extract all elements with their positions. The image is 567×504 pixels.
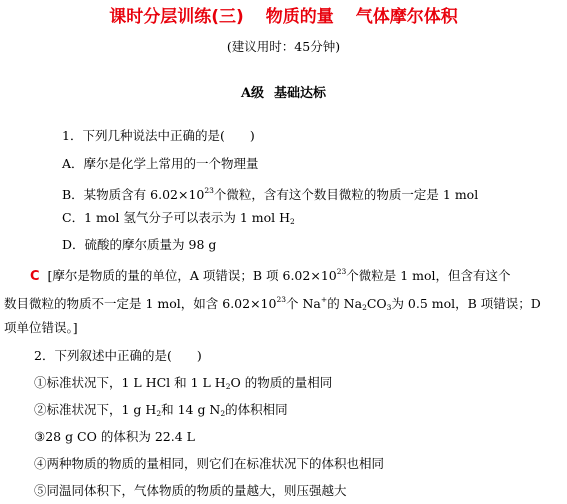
option-b-text-end: 个微粒，含有这个数目微粒的物质一定是 1 mol <box>213 187 479 202</box>
question-1-option-c <box>62 210 295 230</box>
title-part-topic1: 物质的量 <box>265 7 334 27</box>
statement-2-start: ②标准状况下，1 g H <box>34 402 157 417</box>
explanation-2-na2: 的 Na <box>327 296 363 311</box>
option-b-exponent: 23 <box>204 186 214 195</box>
explanation-2-charge: + <box>320 295 328 304</box>
statement-2-middle: 和 14 g N <box>161 402 221 417</box>
page-title <box>0 2 567 27</box>
question-1-option-b <box>62 183 478 203</box>
time-hint: (建议用时：45分钟) <box>226 39 341 54</box>
question-2-statement-1 <box>34 375 332 395</box>
question-1-option-d: D．硫酸的摩尔质量为 98 g <box>62 237 217 252</box>
statement-1-subscript: 2 <box>225 382 231 391</box>
explanation-2-na: 个 Na <box>286 296 321 311</box>
statement-1-end: O 的物质的量相同 <box>230 375 333 390</box>
question-2-statement-3: ③28 g CO 的体积为 22.4 L <box>34 429 195 444</box>
explanation-2-co: CO <box>366 296 387 311</box>
question-1-option-a: A．摩尔是化学上常用的一个物理量 <box>62 156 259 171</box>
question-1-explanation-line-2 <box>4 292 541 316</box>
explanation-1-end: 个微粒是 1 mol，但含有这个 <box>346 268 511 283</box>
statement-1-start: ①标准状况下，1 L HCl 和 1 L H <box>34 375 226 390</box>
explanation-2-exponent: 23 <box>276 295 287 304</box>
answer-letter: C <box>30 269 40 284</box>
title-part-topic2: 气体摩尔体积 <box>355 7 458 27</box>
statement-2-end: 的体积相同 <box>225 402 288 417</box>
option-c-subscript: 2 <box>290 217 295 226</box>
question-2-statement-2 <box>34 402 288 422</box>
level-label: A级 <box>240 86 265 101</box>
question-2-statement-4: ④两种物质的物质的量相同，则它们在标准状况下的体积也相同 <box>34 456 385 471</box>
statement-2-subscript-2: 2 <box>220 409 226 418</box>
explanation-2-sub-2: 3 <box>386 303 392 312</box>
option-c-text: C．1 mol 氢气分子可以表示为 1 mol H <box>62 210 290 225</box>
explanation-1-exponent: 23 <box>336 267 347 276</box>
option-b-text-start: B．某物质含有 6.02×10 <box>62 187 205 202</box>
question-1-explanation-line-1 <box>30 264 511 285</box>
question-2-stem: 2．下列叙述中正确的是( ) <box>34 348 202 363</box>
explanation-1-start: [摩尔是物质的量的单位，A 项错误；B 项 6.02×10 <box>47 268 337 283</box>
statement-2-subscript-1: 2 <box>156 409 162 418</box>
question-2-statement-5: ⑤同温同体积下，气体物质的物质的量越大，则压强越大 <box>34 483 347 498</box>
level-title: 基础达标 <box>274 86 327 101</box>
explanation-2-end: 为 0.5 mol，B 项错误；D <box>391 296 541 311</box>
level-heading <box>0 82 567 101</box>
explanation-2-sub-1: 2 <box>362 303 367 312</box>
explanation-2-start: 数目微粒的物质不一定是 1 mol，如含 6.02×10 <box>4 296 277 311</box>
question-1-explanation-line-3: 项单位错误。] <box>4 320 78 335</box>
title-part-lesson: 课时分层训练(三) <box>109 7 244 27</box>
question-1-stem: 1．下列几种说法中正确的是( ) <box>62 128 255 143</box>
